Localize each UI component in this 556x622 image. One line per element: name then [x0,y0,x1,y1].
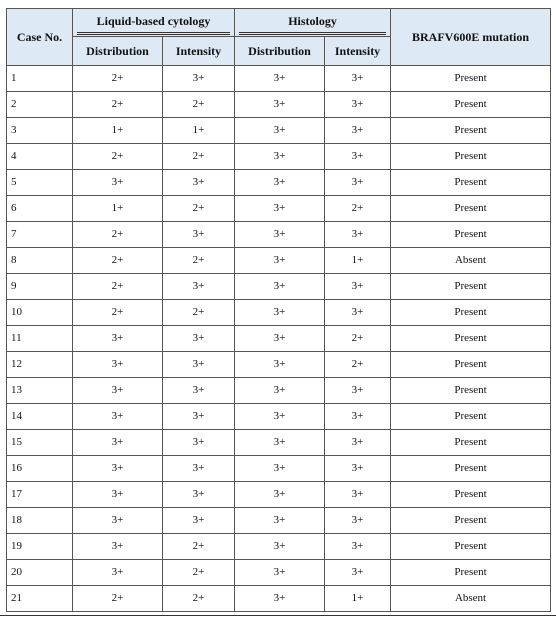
table-row [7,586,551,612]
mutation-status-cell: Present [391,456,551,482]
lbc-intensity-cell: 2+ [163,586,235,612]
table-row [7,274,551,300]
mutation-status-cell: Present [391,66,551,92]
case-number-cell: 16 [7,456,73,482]
case-number-cell: 8 [7,248,73,274]
histology-intensity-cell: 3+ [325,66,391,92]
mutation-status-cell: Present [391,404,551,430]
mutation-status-cell: Absent [391,586,551,612]
lbc-intensity-cell: 3+ [163,352,235,378]
case-no-header: Case No. [7,9,73,66]
lbc-intensity-cell: 3+ [163,404,235,430]
lbc-distribution-cell: 2+ [73,92,163,118]
histology-group-header [235,9,391,37]
lbc-intensity-cell: 2+ [163,534,235,560]
mutation-status-cell: Present [391,92,551,118]
lbc-intensity-cell: 2+ [163,248,235,274]
mutation-status-cell: Present [391,534,551,560]
lbc-distribution-cell: 3+ [73,482,163,508]
lbc-distribution-cell: 2+ [73,274,163,300]
lbc-intensity-cell: 3+ [163,482,235,508]
table-row [7,300,551,326]
lbc-distribution-cell: 3+ [73,326,163,352]
lbc-distribution-cell: 3+ [73,560,163,586]
histology-intensity-cell: 3+ [325,144,391,170]
histology-intensity-cell: 3+ [325,456,391,482]
mutation-status-cell: Present [391,508,551,534]
histology-distribution-header: Distribution [235,37,325,66]
histology-distribution-cell: 3+ [235,118,325,144]
histology-distribution-cell: 3+ [235,222,325,248]
table-header [7,9,551,66]
mutation-status-cell: Present [391,274,551,300]
case-number-cell: 15 [7,430,73,456]
histology-distribution-cell: 3+ [235,430,325,456]
lbc-distribution-cell: 3+ [73,170,163,196]
mutation-status-cell: Present [391,378,551,404]
lbc-distribution-cell: 2+ [73,222,163,248]
case-number-cell: 2 [7,92,73,118]
case-number-cell: 12 [7,352,73,378]
mutation-status-cell: Present [391,300,551,326]
table-row [7,482,551,508]
histology-intensity-cell: 3+ [325,274,391,300]
case-number-cell: 1 [7,66,73,92]
table-row [7,352,551,378]
lbc-intensity-cell: 3+ [163,274,235,300]
lbc-intensity-cell: 3+ [163,326,235,352]
table-body [7,66,551,612]
mutation-status-cell: Present [391,196,551,222]
lbc-distribution-cell: 3+ [73,534,163,560]
histology-intensity-cell: 1+ [325,248,391,274]
table-row [7,92,551,118]
case-number-cell: 5 [7,170,73,196]
histology-intensity-cell: 3+ [325,560,391,586]
table-row [7,456,551,482]
table-row [7,326,551,352]
lbc-intensity-cell: 2+ [163,144,235,170]
histology-distribution-cell: 3+ [235,404,325,430]
table-row [7,118,551,144]
mutation-status-cell: Present [391,222,551,248]
histology-distribution-cell: 3+ [235,92,325,118]
mutation-status-cell: Present [391,170,551,196]
histology-distribution-cell: 3+ [235,378,325,404]
mutation-status-cell: Absent [391,248,551,274]
lbc-intensity-cell: 2+ [163,196,235,222]
bottom-rule [0,615,556,616]
mutation-header: BRAFV600E mutation [391,9,551,66]
mutation-status-cell: Present [391,326,551,352]
lbc-distribution-cell: 3+ [73,404,163,430]
histology-distribution-cell: 3+ [235,586,325,612]
lbc-intensity-cell: 3+ [163,430,235,456]
histology-intensity-cell: 3+ [325,430,391,456]
lbc-intensity-cell: 2+ [163,300,235,326]
histology-distribution-cell: 3+ [235,196,325,222]
lbc-distribution-cell: 2+ [73,66,163,92]
histology-distribution-cell: 3+ [235,170,325,196]
lbc-intensity-header: Intensity [163,37,235,66]
lbc-distribution-cell: 3+ [73,430,163,456]
histology-distribution-cell: 3+ [235,482,325,508]
histology-intensity-cell: 3+ [325,170,391,196]
histology-distribution-cell: 3+ [235,144,325,170]
case-number-cell: 10 [7,300,73,326]
histology-intensity-cell: 3+ [325,92,391,118]
histology-distribution-cell: 3+ [235,560,325,586]
lbc-distribution-cell: 1+ [73,118,163,144]
lbc-intensity-cell: 3+ [163,170,235,196]
lbc-distribution-cell: 2+ [73,300,163,326]
histology-distribution-cell: 3+ [235,248,325,274]
case-number-cell: 17 [7,482,73,508]
table-row [7,378,551,404]
lbc-distribution-cell: 2+ [73,248,163,274]
histology-distribution-cell: 3+ [235,508,325,534]
histology-intensity-cell: 3+ [325,404,391,430]
table-row [7,534,551,560]
table-row [7,404,551,430]
lbc-intensity-cell: 1+ [163,118,235,144]
histology-distribution-cell: 3+ [235,326,325,352]
mutation-status-cell: Present [391,144,551,170]
histology-distribution-cell: 3+ [235,274,325,300]
case-number-cell: 7 [7,222,73,248]
table-row [7,66,551,92]
results-table [6,8,551,612]
case-number-cell: 9 [7,274,73,300]
table-row [7,560,551,586]
case-number-cell: 3 [7,118,73,144]
lbc-intensity-cell: 3+ [163,66,235,92]
histology-distribution-cell: 3+ [235,456,325,482]
lbc-distribution-cell: 1+ [73,196,163,222]
lbc-group-header [73,9,235,37]
case-number-cell: 4 [7,144,73,170]
table-row [7,144,551,170]
mutation-status-cell: Present [391,352,551,378]
lbc-distribution-cell: 3+ [73,352,163,378]
table-row [7,248,551,274]
mutation-status-cell: Present [391,560,551,586]
lbc-distribution-header: Distribution [73,37,163,66]
case-number-cell: 18 [7,508,73,534]
table-row [7,196,551,222]
case-number-cell: 20 [7,560,73,586]
histology-intensity-cell: 3+ [325,534,391,560]
table-row [7,170,551,196]
lbc-intensity-cell: 3+ [163,456,235,482]
mutation-status-cell: Present [391,118,551,144]
lbc-distribution-cell: 3+ [73,378,163,404]
case-number-cell: 11 [7,326,73,352]
mutation-status-cell: Present [391,482,551,508]
histology-intensity-cell: 3+ [325,378,391,404]
lbc-intensity-cell: 2+ [163,560,235,586]
lbc-intensity-cell: 3+ [163,222,235,248]
histology-intensity-cell: 1+ [325,586,391,612]
histology-intensity-cell: 2+ [325,326,391,352]
histology-intensity-cell: 3+ [325,508,391,534]
histology-distribution-cell: 3+ [235,300,325,326]
histology-intensity-cell: 3+ [325,118,391,144]
histology-intensity-cell: 3+ [325,300,391,326]
case-number-cell: 6 [7,196,73,222]
lbc-distribution-cell: 2+ [73,586,163,612]
histology-intensity-cell: 3+ [325,222,391,248]
lbc-intensity-cell: 3+ [163,508,235,534]
lbc-distribution-cell: 3+ [73,508,163,534]
histology-distribution-cell: 3+ [235,352,325,378]
histology-intensity-header: Intensity [325,37,391,66]
lbc-intensity-cell: 3+ [163,378,235,404]
table-row [7,430,551,456]
mutation-status-cell: Present [391,430,551,456]
histology-distribution-cell: 3+ [235,66,325,92]
histology-intensity-cell: 3+ [325,482,391,508]
case-number-cell: 13 [7,378,73,404]
case-number-cell: 21 [7,586,73,612]
table-row [7,508,551,534]
case-number-cell: 14 [7,404,73,430]
histology-distribution-cell: 3+ [235,534,325,560]
lbc-group-title: Liquid-based cytology [73,15,234,30]
histology-intensity-cell: 2+ [325,196,391,222]
table-row [7,222,551,248]
case-number-cell: 19 [7,534,73,560]
lbc-intensity-cell: 2+ [163,92,235,118]
histology-intensity-cell: 2+ [325,352,391,378]
lbc-distribution-cell: 2+ [73,144,163,170]
lbc-distribution-cell: 3+ [73,456,163,482]
histology-group-title: Histology [235,15,390,30]
